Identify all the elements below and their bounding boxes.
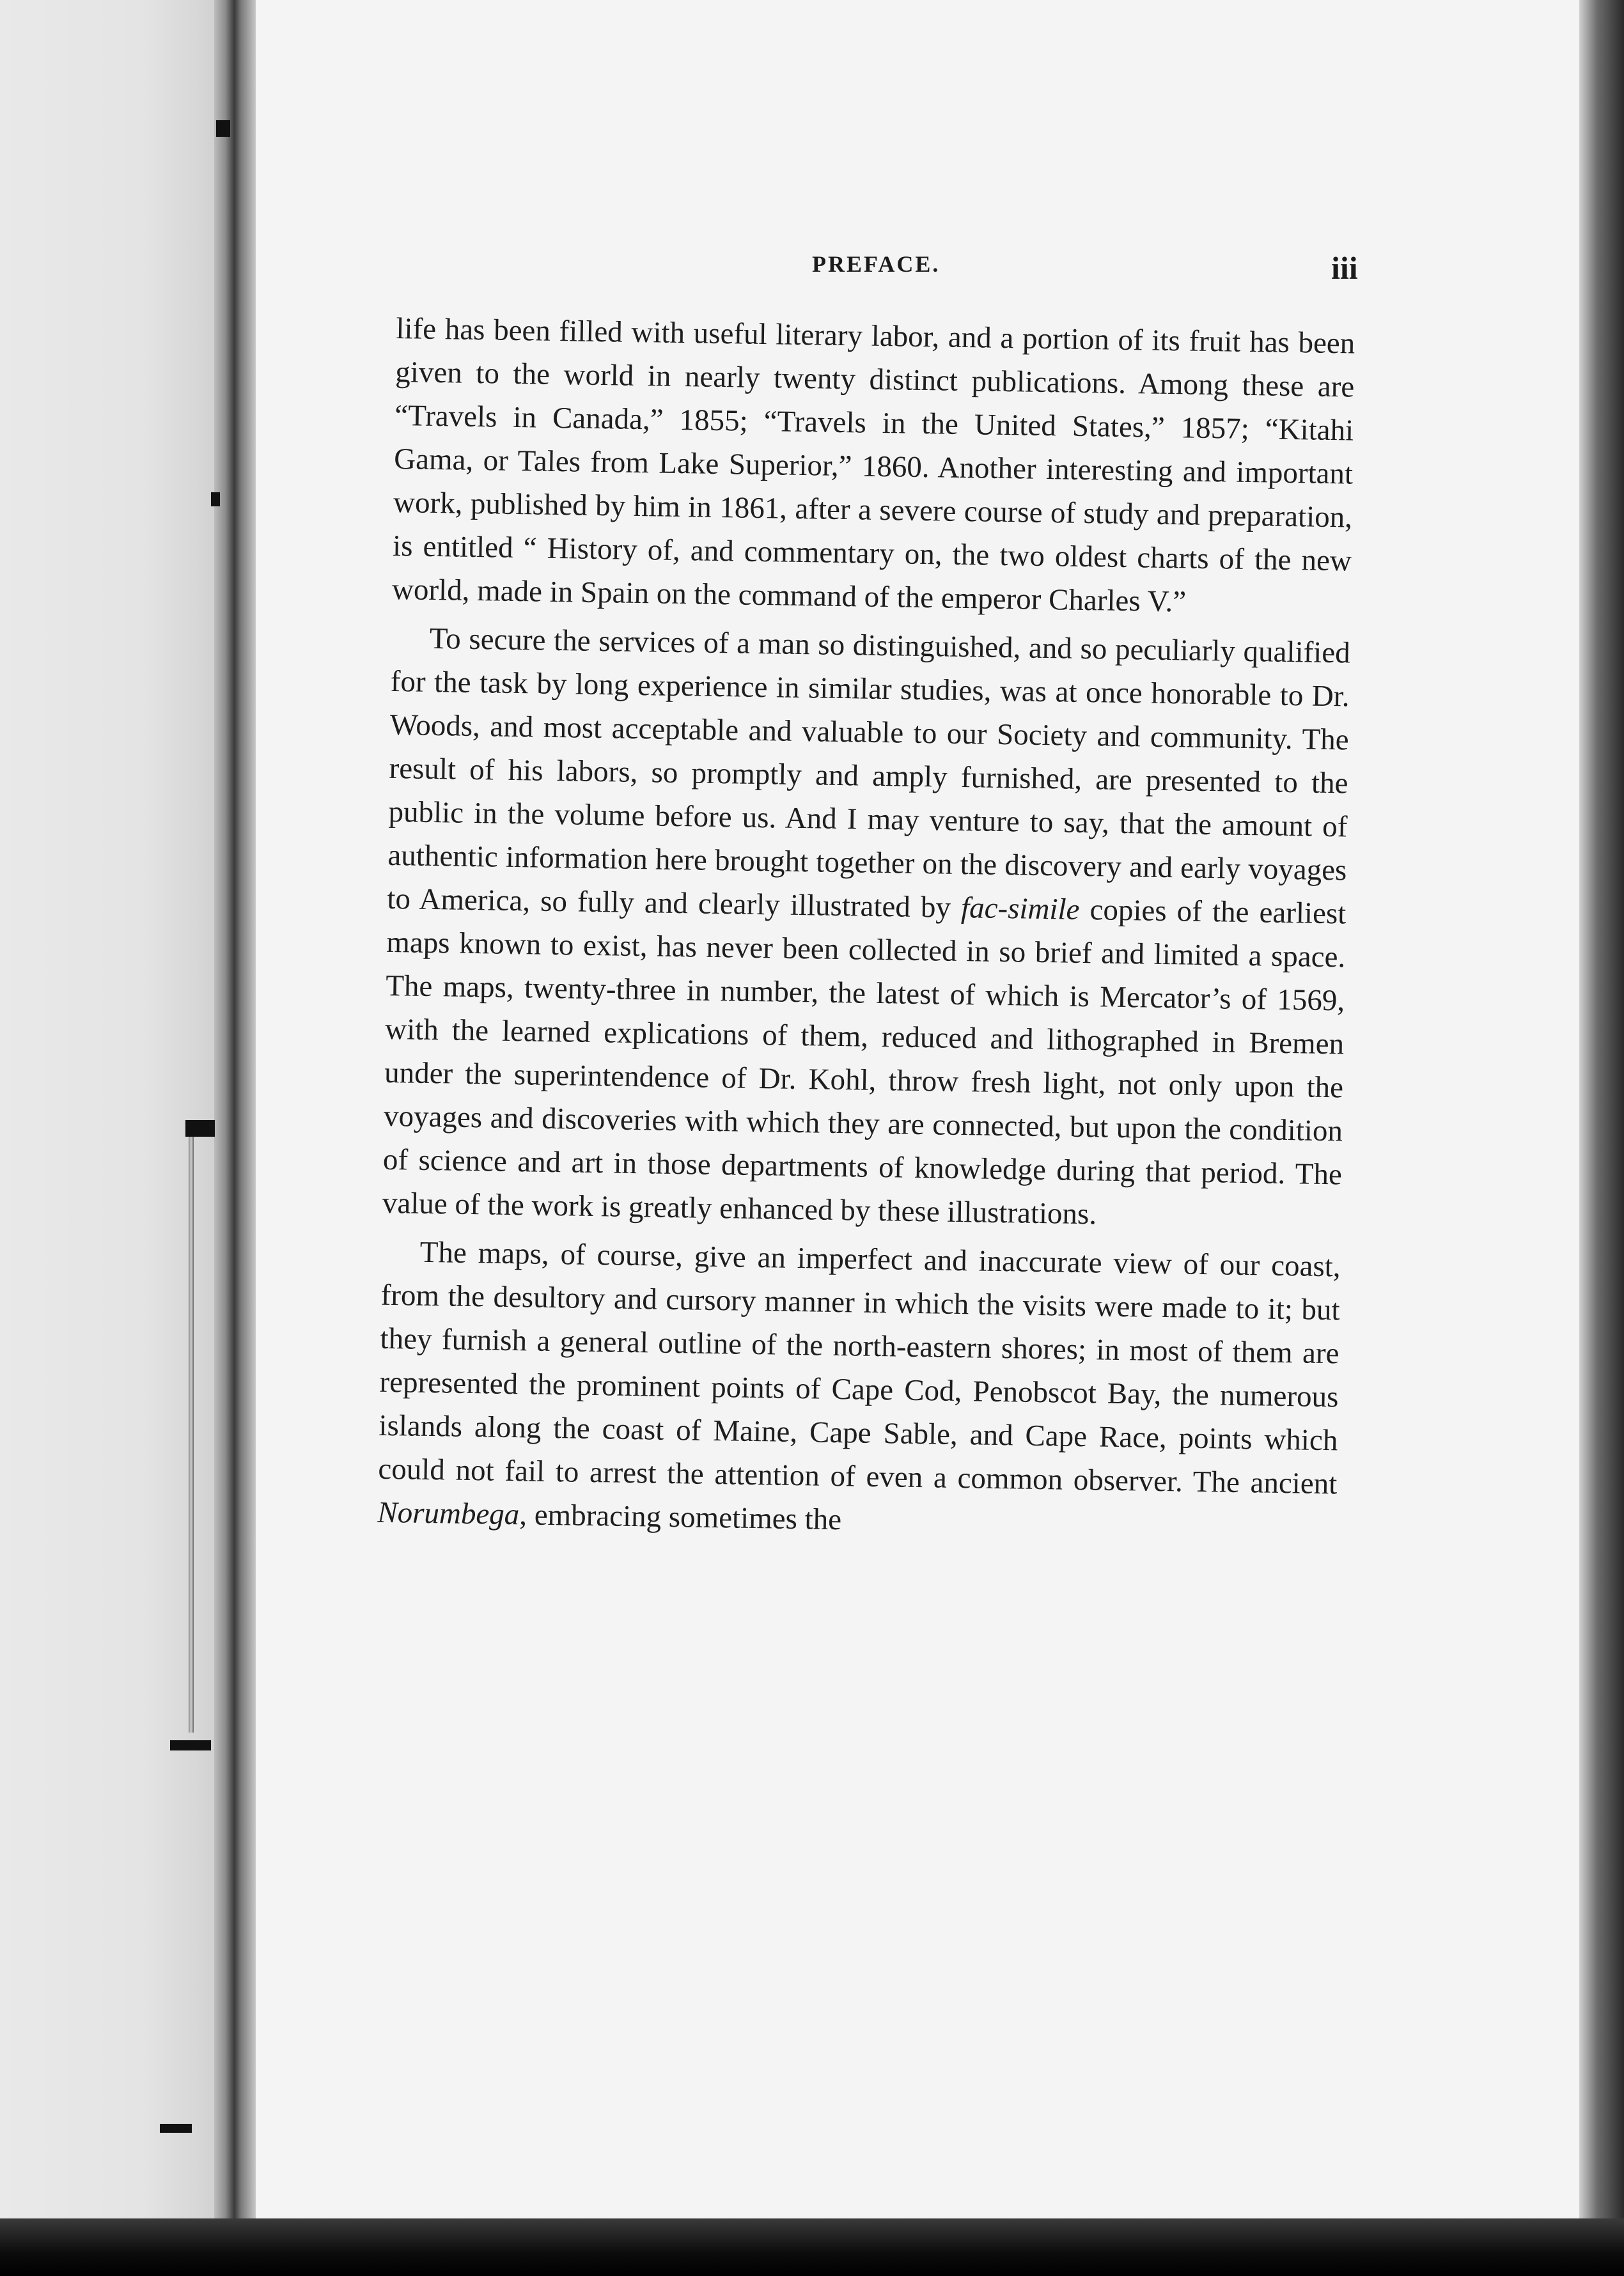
italic-text: fac-simile [960, 891, 1080, 926]
page-number: iii [1331, 250, 1358, 286]
paragraph [377, 1230, 1341, 1550]
gutter-mark [211, 492, 220, 506]
running-head-title: PREFACE. [812, 251, 941, 277]
italic-text: Norumbega [377, 1495, 520, 1532]
body-text [377, 307, 1355, 1554]
text-segment: To secure the services of a man so distinguished, and so peculiarly qualified for the task by long experience in similar studies, was at once honorable to Dr. Woods, and most acceptable and valuable to our Society and community. The result of his labors, so promptly and amply furnished, are presented to the public in the volume before us. And I may venture to say, that the amount of authentic information here brought together on the discovery and early voyages to America, so fully and clearly illustrated by [387, 621, 1351, 924]
text-segment: copies of the earliest maps known to exist, has never been collected in so brief and limited a space. The maps, twenty-three in number, the latest of which is Mercator’s of 1569, with the learned explications of them, reduced and lithographed in Bremen under the superintendence of Dr. Kohl, throw fresh light, not only upon the voyages and discoveries with which they are connected, but upon the condition of science and art in those departments of knowledge during that period. The value of the work is greatly enhanced by these illustrations. [382, 892, 1347, 1231]
text-segment: , embracing sometimes the [519, 1498, 842, 1537]
text-segment: life has been filled with useful literary labor, and a portion of its fruit has been given to the world in nearly twenty distinct publications. Among these are “Travels in Canada,” 1855; “Travels in the United States,” 1857; “Kitahi Gama, or Tales from Lake Superior,” 1860. Another interesting and important work, published by him in 1861, after a severe course of study and preparation, is entitled “ History of, and commentary on, the two oldest charts of the new world, made in Spain on the command of the emperor Charles V.” [391, 311, 1355, 619]
text-segment: The maps, of course, give an imperfect and inaccurate view of our coast, from the desultory and cursory manner in which the visits were made to it; but they furnish a general outline of the north-eastern shores; in most of them are represented the prominent points of Cape Cod, Penobscot Bay, the numerous islands along the coast of Maine, Cape Sable, and Cape Race, points which could not fail to arrest the attention of even a common observer. The ancient [378, 1235, 1341, 1501]
gutter-mark [160, 2124, 192, 2133]
paragraph [392, 307, 1355, 627]
gutter-thread [189, 1125, 194, 1733]
facing-page-edge [0, 0, 237, 2218]
page-bottom-edge [0, 2218, 1624, 2276]
paragraph [382, 616, 1350, 1240]
gutter-mark [170, 1740, 211, 1750]
gutter-mark [185, 1120, 215, 1137]
book-gutter [214, 0, 259, 2218]
page-right-edge [1579, 0, 1624, 2276]
gutter-mark [216, 120, 230, 137]
